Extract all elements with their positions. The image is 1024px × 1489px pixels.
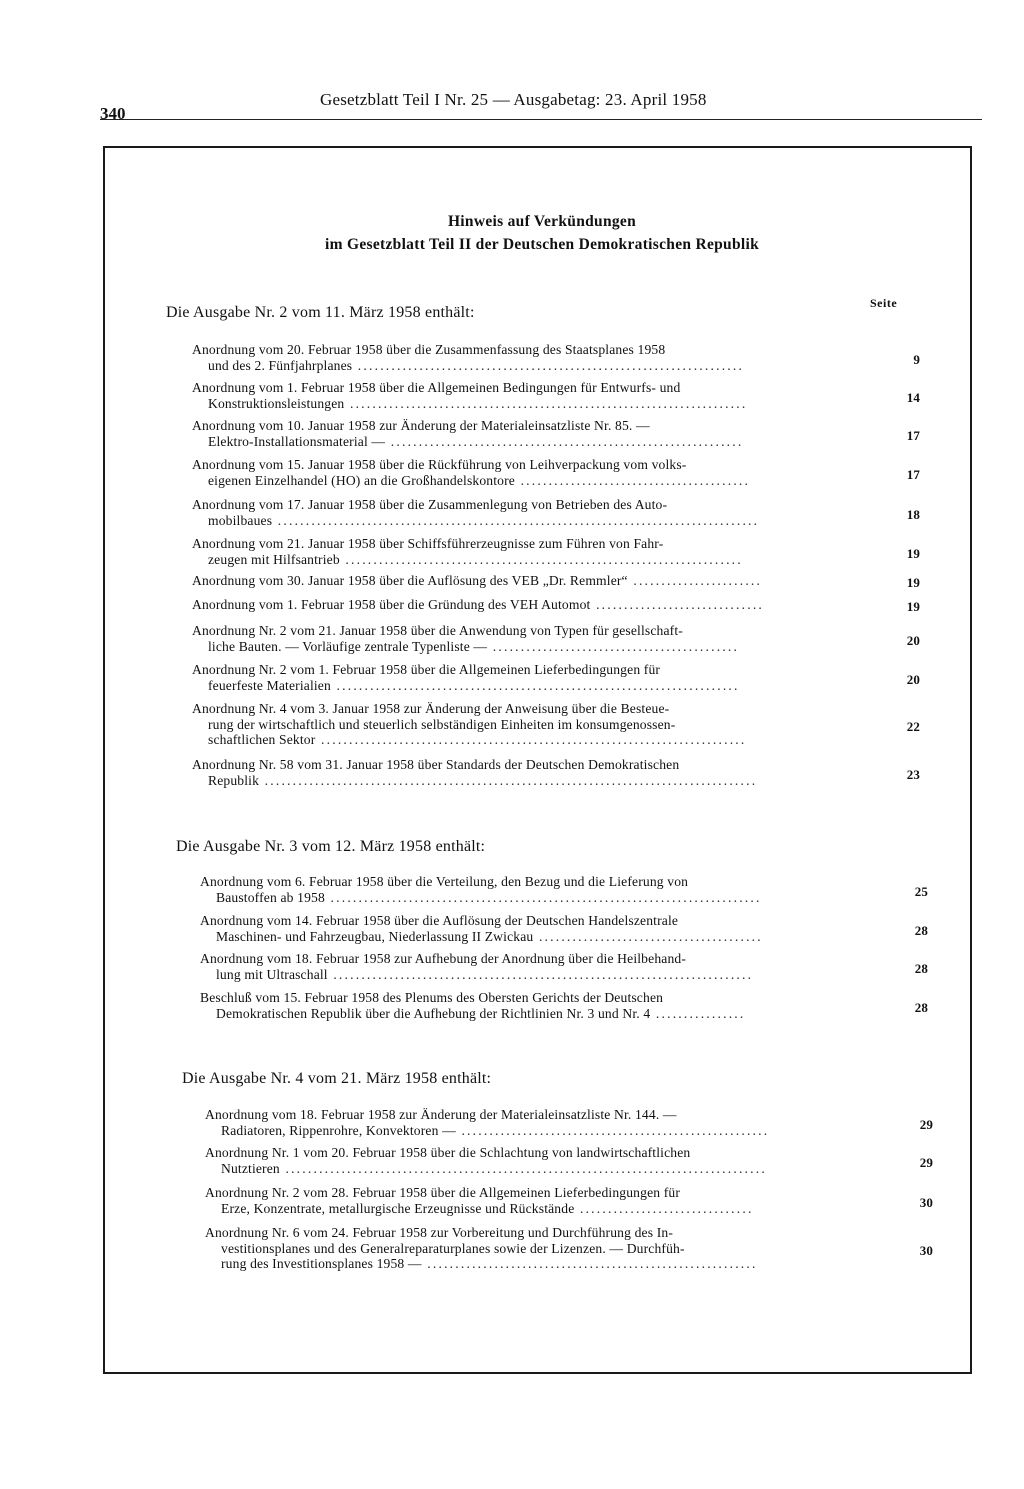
dot-leader: ............................................ xyxy=(487,638,740,654)
dot-leader: ....................................................... xyxy=(455,1122,770,1138)
toc-entry xyxy=(192,457,920,488)
entry-text: Anordnung vom 21. Januar 1958 über Schiffsführerzeugnisse zum Führen von Fahr- xyxy=(192,536,664,551)
dot-leader: ............................................................................ xyxy=(315,732,747,747)
entry-text: zeugen mit Hilfsantrieb xyxy=(208,551,340,567)
entry-text: vestitionsplanes und des Generalreparaturplanes sowie der Lizenzen. — Durchfüh- xyxy=(221,1240,685,1256)
entry-text: Demokratischen Republik über die Aufhebung der Richtlinien Nr. 3 und Nr. 4 xyxy=(216,1005,651,1021)
entry-page-number: 20 xyxy=(906,671,920,687)
toc-entry xyxy=(192,380,920,411)
entry-page-number: 19 xyxy=(906,575,920,590)
toc-entry xyxy=(200,951,928,982)
entry-line xyxy=(192,457,860,473)
dot-leader: ........................................................................... xyxy=(327,966,754,982)
entry-page-number: 28 xyxy=(914,922,928,938)
dot-leader: ..................................................................... xyxy=(352,357,745,373)
entry-text: Anordnung Nr. 6 vom 24. Februar 1958 zur Vorbereitung und Durchführung des In- xyxy=(205,1225,674,1240)
entry-text: mobilbaues xyxy=(208,512,273,528)
entry-line xyxy=(192,573,860,589)
toc-entry xyxy=(205,1225,933,1272)
notice-title: Hinweis auf Verkündungen xyxy=(447,213,637,230)
entry-line xyxy=(192,513,876,529)
toc-entry xyxy=(192,757,920,788)
entry-line xyxy=(200,874,868,890)
toc-entry xyxy=(192,573,920,590)
toc-entry xyxy=(192,342,920,373)
entry-line xyxy=(200,929,884,945)
entry-line xyxy=(192,380,860,396)
entry-page-number: 17 xyxy=(906,466,920,482)
page-number: 340 xyxy=(100,104,126,123)
entry-line xyxy=(192,552,876,568)
entry-text: Republik xyxy=(208,772,260,788)
toc-entry xyxy=(205,1185,933,1216)
entry-text: und des 2. Fünfjahrplanes xyxy=(208,357,353,373)
entry-text: Anordnung vom 17. Januar 1958 über die Zusammenlegung von Betrieben des Auto- xyxy=(192,497,668,512)
entry-text: Maschinen- und Fahrzeugbau, Niederlassung II Zwickau xyxy=(216,928,534,944)
entry-line xyxy=(192,773,876,789)
entry-page-number: 28 xyxy=(914,999,928,1015)
entry-line xyxy=(192,473,876,489)
issue-heading: Die Ausgabe Nr. 4 vom 21. März 1958 enthält: xyxy=(182,1070,492,1087)
dot-leader: .............................. xyxy=(590,597,765,612)
dot-leader: ................ xyxy=(650,1005,746,1021)
entry-page-number: 30 xyxy=(919,1194,933,1210)
running-head: Gesetzblatt Teil I Nr. 25 — Ausgabetag: 23. April 1958 xyxy=(320,90,707,109)
dot-leader: ....................................................................... xyxy=(344,395,748,411)
entry-page-number: 14 xyxy=(906,389,920,405)
toc-entry xyxy=(192,662,920,693)
dot-leader: ........................................................................ xyxy=(330,677,740,693)
entry-line xyxy=(200,1006,884,1022)
dot-leader: ........................................................... xyxy=(421,1256,758,1271)
entry-page-number: 17 xyxy=(906,427,920,443)
toc-entry xyxy=(192,536,920,567)
entry-page-number: 29 xyxy=(919,1154,933,1170)
dot-leader: ............................................................... xyxy=(385,433,744,449)
issue-heading: Die Ausgabe Nr. 2 vom 11. März 1958 enthält: xyxy=(166,304,475,321)
toc-entry xyxy=(192,597,920,614)
entry-line xyxy=(192,497,860,513)
entry-line xyxy=(192,597,860,613)
entry-line xyxy=(205,1256,889,1272)
entry-page-number: 23 xyxy=(906,766,920,782)
entry-text: Anordnung vom 1. Februar 1958 über die Allgemeinen Bedingungen für Entwurfs- und xyxy=(192,380,681,395)
entry-page-number: 25 xyxy=(914,883,928,899)
entry-text: Anordnung Nr. 1 vom 20. Februar 1958 über die Schlachtung von landwirtschaftlichen xyxy=(205,1145,691,1160)
entry-line xyxy=(200,990,868,1006)
dot-leader: ........................................ xyxy=(533,928,763,944)
dot-leader: ...................................................................................... xyxy=(272,512,760,528)
entry-line xyxy=(205,1225,873,1241)
dot-leader: ......................................... xyxy=(514,472,751,488)
entry-page-number: 18 xyxy=(906,506,920,522)
notice-subtitle: im Gesetzblatt Teil II der Deutschen Demokratischen Republik xyxy=(324,236,760,253)
entry-text: Elektro-Installationsmaterial — xyxy=(208,433,386,449)
entry-line xyxy=(192,623,860,639)
entry-text: liche Bauten. — Vorläufige zentrale Typenliste — xyxy=(208,638,488,654)
entry-text: feuerfeste Materialien xyxy=(208,677,331,693)
dot-leader: ............................................................................. xyxy=(324,889,762,905)
entry-text: Anordnung Nr. 58 vom 31. Januar 1958 über Standards der Deutschen Demokratischen xyxy=(192,757,680,772)
entry-page-number: 29 xyxy=(919,1116,933,1132)
dot-leader: ........................................................................................ xyxy=(259,772,758,788)
toc-entry xyxy=(205,1107,933,1138)
entry-line xyxy=(205,1201,889,1217)
entry-line xyxy=(192,662,860,678)
entry-line xyxy=(200,913,868,929)
entry-line xyxy=(192,536,860,552)
entry-page-number: 22 xyxy=(906,718,920,734)
entry-text: rung des Investitionsplanes 1958 — xyxy=(221,1256,422,1271)
entry-line xyxy=(200,890,884,906)
entry-page-number: 28 xyxy=(914,960,928,976)
entry-page-number: 9 xyxy=(913,351,920,367)
entry-line xyxy=(200,967,884,983)
entry-text: Anordnung Nr. 2 vom 28. Februar 1958 über die Allgemeinen Lieferbedingungen für xyxy=(205,1185,681,1200)
entry-text: Beschluß vom 15. Februar 1958 des Plenums des Obersten Gerichts der Deutschen xyxy=(200,990,664,1005)
dot-leader: ....................................................................... xyxy=(339,551,743,567)
entry-line xyxy=(192,358,876,374)
entry-text: Anordnung vom 15. Januar 1958 über die Rückführung von Leihverpackung vom volks- xyxy=(192,457,687,472)
entry-text: rung der wirtschaftlich und steuerlich selbständigen Einheiten im konsumgenossen- xyxy=(208,716,676,732)
entry-line xyxy=(192,342,860,358)
entry-text: Konstruktionsleistungen xyxy=(208,395,345,411)
page-column-label: Seite xyxy=(870,296,898,310)
entry-text: Anordnung Nr. 2 vom 1. Februar 1958 über die Allgemeinen Lieferbedingungen für xyxy=(192,662,661,677)
entry-text: eigenen Einzelhandel (HO) an die Großhandelskontore xyxy=(208,472,515,488)
issue-heading: Die Ausgabe Nr. 3 vom 12. März 1958 enthält: xyxy=(176,838,486,855)
entry-line xyxy=(205,1241,889,1257)
entry-line xyxy=(205,1107,873,1123)
toc-entry xyxy=(200,913,928,944)
entry-line xyxy=(192,396,876,412)
entry-line xyxy=(192,701,860,717)
dot-leader: ....................... xyxy=(627,573,763,588)
entry-text: Anordnung vom 10. Januar 1958 zur Änderung der Materialeinsatzliste Nr. 85. — xyxy=(192,418,650,433)
toc-entry xyxy=(192,497,920,528)
entry-text: Anordnung Nr. 4 vom 3. Januar 1958 zur Änderung der Anweisung über die Besteue- xyxy=(192,701,670,716)
dot-leader: ............................... xyxy=(574,1200,754,1216)
toc-entry xyxy=(205,1145,933,1176)
entry-text: Nutztieren xyxy=(221,1160,280,1176)
entry-text: Baustoffen ab 1958 xyxy=(216,889,325,905)
entry-text: Anordnung Nr. 2 vom 21. Januar 1958 über die Anwendung von Typen für gesellschaft- xyxy=(192,623,683,638)
entry-text: Anordnung vom 30. Januar 1958 über die Auflösung des VEB „Dr. Remmler“ xyxy=(192,573,628,588)
toc-entry xyxy=(192,418,920,449)
entry-text: Anordnung vom 20. Februar 1958 über die Zusammenfassung des Staatsplanes 1958 xyxy=(192,342,666,357)
toc-entry xyxy=(192,623,920,654)
entry-text: Anordnung vom 1. Februar 1958 über die Gründung des VEH Automot xyxy=(192,597,591,612)
entry-line xyxy=(192,418,860,434)
entry-line xyxy=(192,757,860,773)
entry-line xyxy=(192,639,876,655)
entry-line xyxy=(205,1123,889,1139)
entry-page-number: 19 xyxy=(906,599,920,614)
entry-text: Anordnung vom 18. Februar 1958 zur Änderung der Materialeinsatzliste Nr. 144. — xyxy=(205,1107,677,1122)
entry-text: Anordnung vom 18. Februar 1958 zur Aufhebung der Anordnung über die Heilbehand- xyxy=(200,951,687,966)
entry-page-number: 19 xyxy=(906,545,920,561)
toc-entry xyxy=(192,701,920,748)
entry-line xyxy=(205,1185,873,1201)
entry-line xyxy=(200,951,868,967)
toc-entry xyxy=(200,874,928,905)
entry-line xyxy=(205,1145,873,1161)
entry-text: Anordnung vom 6. Februar 1958 über die Verteilung, den Bezug und die Lieferung von xyxy=(200,874,689,889)
entry-line xyxy=(205,1161,889,1177)
toc-entry xyxy=(200,990,928,1021)
entry-page-number: 20 xyxy=(906,632,920,648)
entry-text: Anordnung vom 14. Februar 1958 über die Auflösung der Deutschen Handelszentrale xyxy=(200,913,679,928)
entry-text: schaftlichen Sektor xyxy=(208,732,316,747)
entry-line xyxy=(192,434,876,450)
entry-page-number: 30 xyxy=(919,1242,933,1258)
entry-text: Radiatoren, Rippenrohre, Konvektoren — xyxy=(221,1122,456,1138)
entry-text: Erze, Konzentrate, metallurgische Erzeugnisse und Rückstände xyxy=(221,1200,575,1216)
entry-line xyxy=(192,717,876,733)
header-rule xyxy=(100,119,982,120)
entry-line xyxy=(192,732,876,748)
entry-line xyxy=(192,678,876,694)
dot-leader: ...................................................................................... xyxy=(279,1160,767,1176)
entry-text: lung mit Ultraschall xyxy=(216,966,328,982)
